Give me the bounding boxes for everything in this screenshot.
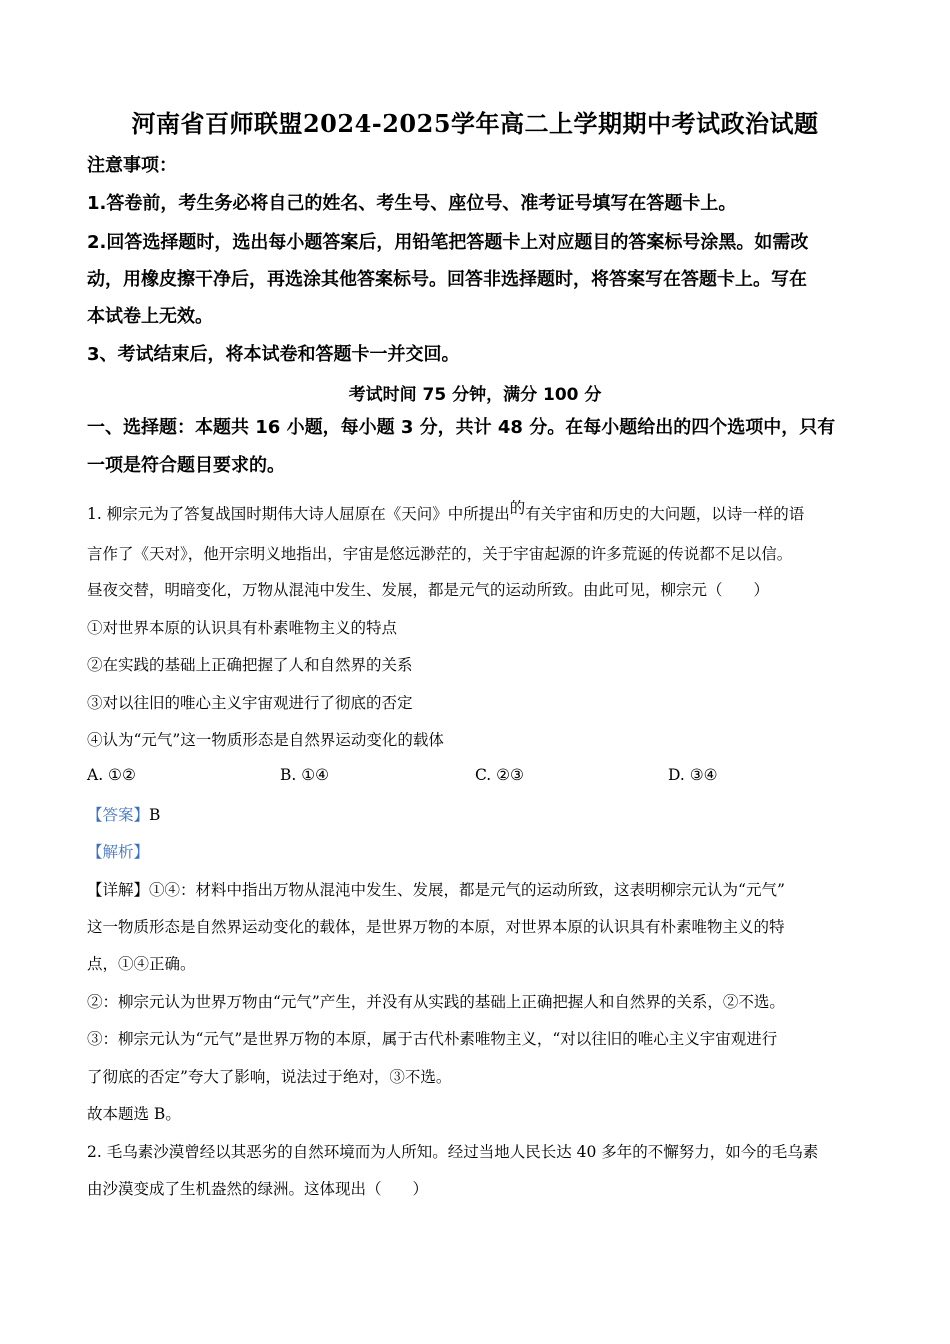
question-1-statement-2: ②在实践的基础上正确把握了人和自然界的关系	[87, 656, 413, 674]
question-1-option-c: C. ②③	[475, 766, 524, 784]
question-1-detail-line-3: 点，①④正确。	[87, 955, 196, 973]
detail-text-1: ①④：材料中指出万物从混沌中发生、发展，都是元气的运动所致，这表明柳宗元认为“元气”	[149, 881, 785, 899]
section-heading-line-2: 一项是符合题目要求的。	[87, 455, 285, 476]
question-1-stem-line-1	[87, 499, 877, 524]
question-1-detail-line-6: 了彻底的否定”夸大了影响，说法过于绝对，③不选。	[87, 1068, 452, 1086]
question-1-option-b: B. ①④	[280, 766, 330, 784]
question-1-stem-line-2: 言作了《天对》，他开宗明义地指出，宇宙是悠远渺茫的，关于宇宙起源的许多荒诞的传说都不足以信。	[87, 545, 793, 563]
question-1-statement-1: ①对世界本原的认识具有朴素唯物主义的特点	[87, 619, 398, 637]
page-title: 河南省百师联盟2024-2025学年高二上学期期中考试政治试题	[131, 109, 819, 138]
notice-item-1: 1.答卷前，考生务必将自己的姓名、考生号、座位号、准考证号填写在答题卡上。	[87, 193, 737, 214]
question-1-answer	[87, 803, 877, 825]
question-1-stem-line-3: 昼夜交替，明暗变化，万物从混沌中发生、发展，都是元气的运动所致。由此可见，柳宗元（ ）	[87, 581, 770, 599]
question-1-stem-line-1a: 1. 柳宗元为了答复战国时期伟大诗人屈原在《天问》中所提出	[87, 505, 510, 523]
question-1-option-a: A. ①②	[87, 766, 136, 784]
notice-item-3: 3、考试结束后，将本试卷和答题卡一并交回。	[87, 344, 460, 365]
question-1-stem-superscript: 的	[509, 499, 526, 517]
question-1-stem-line-1b: 有关宇宙和历史的大问题，以诗一样的语	[525, 505, 805, 523]
analysis-tag: 【解析】	[87, 843, 150, 861]
question-1-detail-line-1	[87, 878, 877, 900]
notice-item-2-line-1: 2.回答选择题时，选出每小题答案后，用铅笔把答题卡上对应题目的答案标号涂黑。如需改	[87, 232, 809, 253]
question-1-detail-line-2: 这一物质形态是自然界运动变化的载体，是世界万物的本原，对世界本原的认识具有朴素唯物主义的特	[87, 918, 785, 936]
question-1-conclusion: 故本题选 B。	[87, 1105, 181, 1123]
detail-tag: 【详解】	[87, 881, 150, 899]
question-2-stem-line-2: 由沙漠变成了生机盎然的绿洲。这体现出（ ）	[87, 1180, 429, 1198]
question-1-detail-line-4: ②：柳宗元认为世界万物由“元气”产生，并没有从实践的基础上正确把握人和自然界的关系，②不选。	[87, 993, 785, 1011]
question-1-detail-line-5: ③：柳宗元认为“元气”是世界万物的本原，属于古代朴素唯物主义，“对以往旧的唯心主义宇宙观进行	[87, 1030, 778, 1048]
question-1-option-d: D. ③④	[668, 766, 718, 784]
exam-time: 考试时间 75 分钟，满分 100 分	[348, 385, 602, 405]
notice-item-2-line-2: 动，用橡皮擦干净后，再选涂其他答案标号。回答非选择题时，将答案写在答题卡上。写在	[87, 269, 807, 290]
notice-heading: 注意事项：	[87, 155, 177, 176]
answer-value: B	[149, 806, 161, 824]
question-1-analysis-tag	[87, 840, 877, 862]
question-1-statement-3: ③对以往旧的唯心主义宇宙观进行了彻底的否定	[87, 694, 413, 712]
notice-item-2-line-3: 本试卷上无效。	[87, 306, 213, 327]
section-heading-line-1: 一、选择题：本题共 16 小题，每小题 3 分，共计 48 分。在每小题给出的四个选项中，只有	[87, 417, 836, 438]
answer-tag: 【答案】	[87, 806, 150, 824]
question-2-stem-line-1: 2. 毛乌素沙漠曾经以其恶劣的自然环境而为人所知。经过当地人民长达 40 多年的不懈努力，如今的毛乌素	[87, 1143, 819, 1161]
question-1-statement-4: ④认为“元气”这一物质形态是自然界运动变化的载体	[87, 731, 444, 749]
